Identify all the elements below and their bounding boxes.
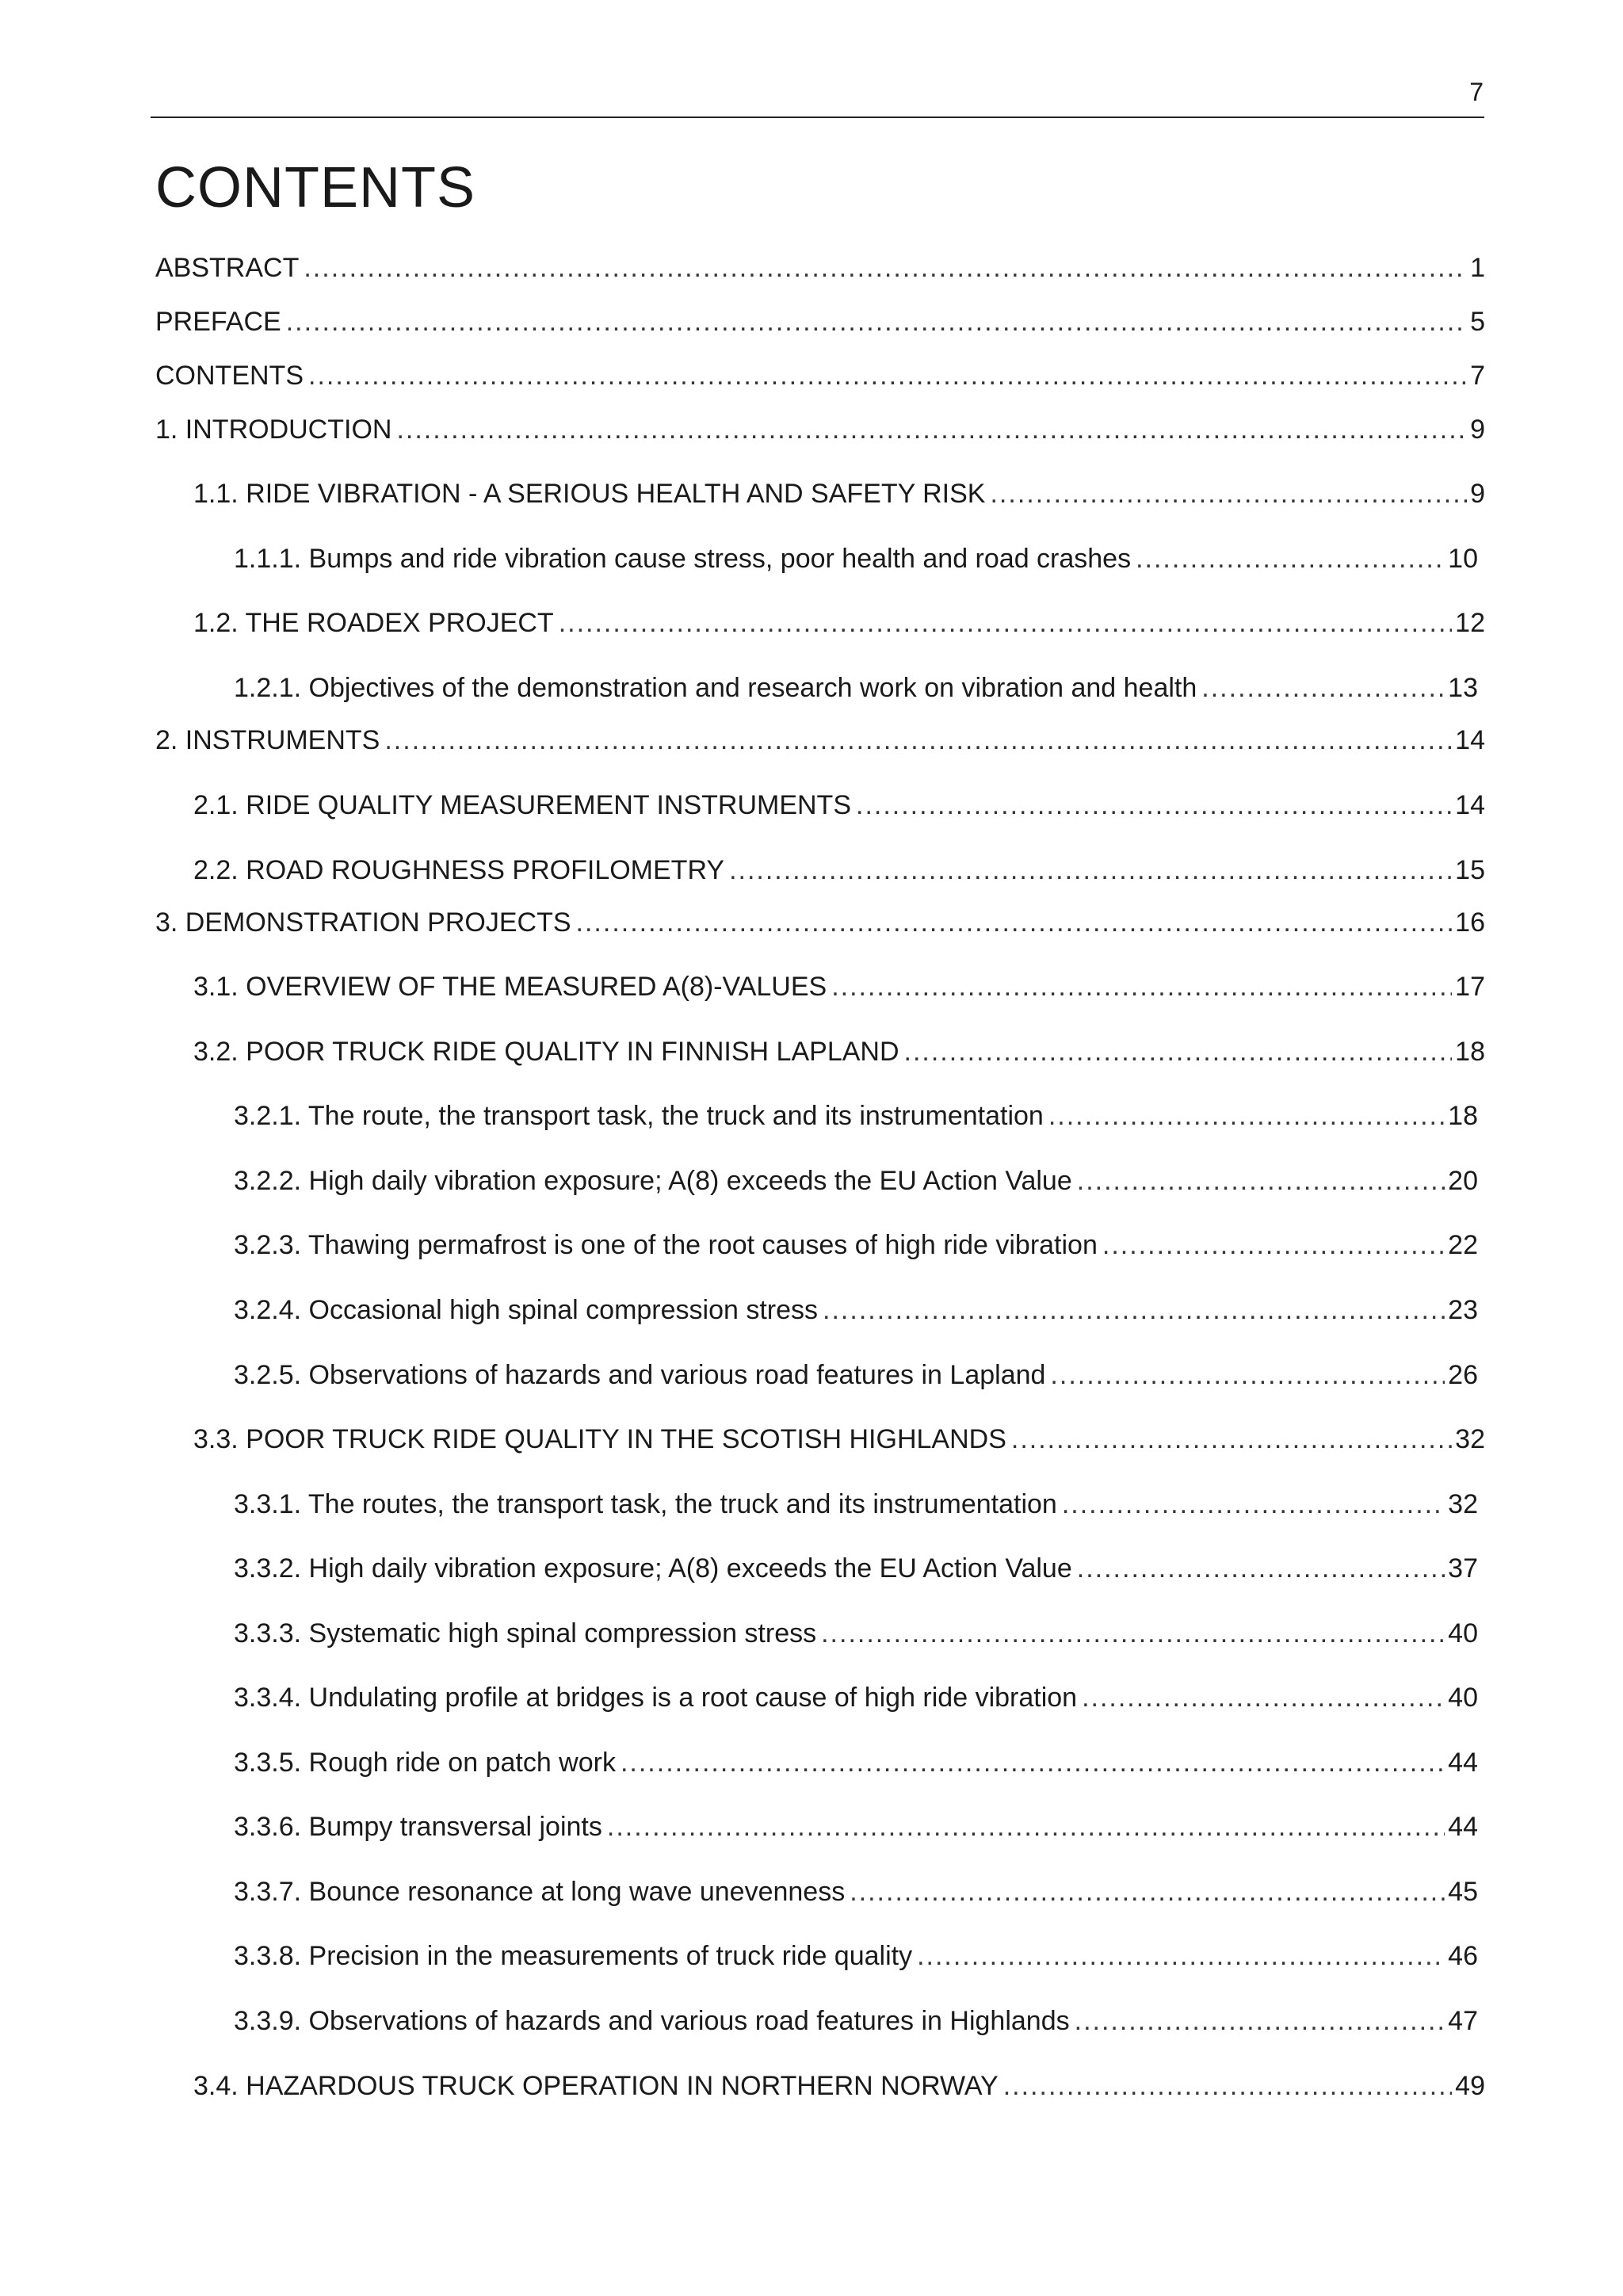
toc-entry[interactable] [234,2004,1478,2038]
toc-entry-label: 3.2.5. Observations of hazards and various road features in Lapland [234,1360,1046,1390]
toc-entry-label: 3.3.5. Rough ride on patch work [234,1748,616,1778]
toc-entry[interactable] [234,1487,1478,1522]
toc-leader-dots [1082,1680,1445,1715]
toc-entry-label: 3.3.3. Systematic high spinal compression stress [234,1618,817,1648]
toc-leader-dots [384,723,1452,758]
toc-leader-dots [1003,2069,1452,2103]
toc-entry-page: 16 [1455,907,1485,938]
toc-entry[interactable] [234,1809,1478,1844]
toc-entry-page: 37 [1448,1553,1478,1584]
toc-leader-dots [831,969,1452,1004]
toc-leader-dots [576,905,1453,940]
toc-entry-page: 14 [1455,725,1485,755]
toc-entry[interactable] [234,1745,1478,1780]
toc-entry[interactable] [193,1034,1485,1069]
toc-leader-dots [308,358,1467,393]
toc-entry-label: 3.3. POOR TRUCK RIDE QUALITY IN THE SCOTISH HIGHLANDS [193,1424,1006,1454]
toc-entry-label: 3.2.1. The route, the transport task, the truck and its instrumentation [234,1101,1044,1131]
toc-entry-label: 3. DEMONSTRATION PROJECTS [155,907,571,938]
toc-entry-page: 12 [1455,608,1485,638]
toc-entry-page: 14 [1455,790,1485,820]
toc-entry-page: 40 [1448,1683,1478,1713]
toc-entry-page: 9 [1470,479,1485,509]
toc-entry[interactable] [234,1163,1478,1198]
toc-entry[interactable] [193,969,1485,1004]
toc-entry-label: 3.3.9. Observations of hazards and various road features in Highlands [234,2006,1070,2036]
toc-entry-label: 1. INTRODUCTION [155,415,392,445]
toc-entry[interactable] [193,2069,1485,2103]
toc-leader-dots [904,1034,1453,1069]
toc-entry-page: 40 [1448,1618,1478,1648]
toc-leader-dots [1011,1422,1452,1457]
toc-entry[interactable] [155,905,1485,940]
toc-entry-label: 2.2. ROAD ROUGHNESS PROFILOMETRY [193,855,725,885]
toc-entry-page: 32 [1455,1424,1485,1454]
toc-entry-label: 1.2. THE ROADEX PROJECT [193,608,554,638]
toc-entry[interactable] [155,723,1485,758]
toc-entry[interactable] [155,304,1485,339]
toc-entry-label: 3.3.1. The routes, the transport task, the truck and its instrumentation [234,1489,1057,1519]
toc-entry[interactable] [234,1939,1478,1973]
toc-entry[interactable] [234,541,1478,576]
toc-entry-label: 3.4. HAZARDOUS TRUCK OPERATION IN NORTHERN NORWAY [193,2071,999,2101]
toc-entry[interactable] [193,1422,1485,1457]
toc-entry-label: 3.2.2. High daily vibration exposure; A(8) exceeds the EU Action Value [234,1166,1072,1196]
toc-entry-label: 3.3.7. Bounce resonance at long wave unevenness [234,1877,846,1907]
toc-entry-page: 20 [1448,1166,1478,1196]
toc-entry-label: ABSTRACT [155,253,300,283]
page-title: CONTENTS [155,156,475,220]
toc-entry[interactable] [234,1228,1478,1263]
toc-leader-dots [607,1809,1445,1844]
toc-entry-label: 3.2. POOR TRUCK RIDE QUALITY IN FINNISH LAPLAND [193,1037,899,1067]
toc-leader-dots [1201,670,1445,705]
toc-entry-label: 3.2.4. Occasional high spinal compression stress [234,1295,819,1325]
toc-leader-dots [990,476,1467,511]
toc-entry[interactable] [193,606,1485,640]
toc-entry[interactable] [155,250,1485,285]
toc-entry-page: 18 [1448,1101,1478,1131]
toc-entry[interactable] [234,1680,1478,1715]
toc-entry-label: PREFACE [155,307,281,337]
toc-entry[interactable] [234,1616,1478,1651]
toc-entry[interactable] [234,670,1478,705]
toc-entry-label: 3.2.3. Thawing permafrost is one of the root causes of high ride vibration [234,1230,1098,1260]
toc-leader-dots [286,304,1467,339]
toc-entry-label: 1.1. RIDE VIBRATION - A SERIOUS HEALTH AND SAFETY RISK [193,479,986,509]
toc-leader-dots [1062,1487,1445,1522]
toc-entry[interactable] [193,853,1485,888]
toc-entry-page: 49 [1455,2071,1485,2101]
toc-entry-label: 3.3.2. High daily vibration exposure; A(8) exceeds the EU Action Value [234,1553,1072,1584]
toc-entry-page: 15 [1455,855,1485,885]
toc-entry-page: 32 [1448,1489,1478,1519]
toc-leader-dots [850,1874,1445,1909]
toc-entry-page: 23 [1448,1295,1478,1325]
toc-entry-label: 1.1.1. Bumps and ride vibration cause stress, poor health and road crashes [234,544,1132,574]
toc-entry[interactable] [193,788,1485,823]
toc-entry-page: 13 [1448,673,1478,703]
toc-entry-label: 2.1. RIDE QUALITY MEASUREMENT INSTRUMENTS [193,790,851,820]
toc-entry-label: 3.1. OVERVIEW OF THE MEASURED A(8)-VALUES [193,972,827,1002]
toc-entry[interactable] [234,1551,1478,1586]
toc-entry-page: 10 [1448,544,1478,574]
toc-leader-dots [729,853,1452,888]
toc-leader-dots [856,788,1452,823]
toc-leader-dots [1075,2004,1445,2038]
toc-entry-page: 22 [1448,1230,1478,1260]
toc-entry-label: 3.3.8. Precision in the measurements of truck ride quality [234,1941,913,1971]
toc-entry-page: 1 [1470,253,1485,283]
toc-entry-page: 44 [1448,1748,1478,1778]
toc-entry-page: 7 [1470,361,1485,391]
toc-entry-label: 1.2.1. Objectives of the demonstration and research work on vibration and health [234,673,1197,703]
toc-entry[interactable] [234,1098,1478,1133]
toc-entry-label: 2. INSTRUMENTS [155,725,380,755]
toc-entry-page: 46 [1448,1941,1478,1971]
toc-leader-dots [1050,1358,1445,1392]
toc-leader-dots [1077,1163,1445,1198]
toc-leader-dots [1048,1098,1445,1133]
toc-entry-page: 9 [1470,415,1485,445]
toc-entry-label: 3.3.4. Undulating profile at bridges is a root cause of high ride vibration [234,1683,1078,1713]
toc-entry[interactable] [155,412,1485,447]
toc-entry-label: 3.3.6. Bumpy transversal joints [234,1812,602,1842]
toc-entry-page: 17 [1455,972,1485,1002]
toc-entry-page: 45 [1448,1877,1478,1907]
toc-entry[interactable] [234,1358,1478,1392]
toc-entry-page: 5 [1470,307,1485,337]
toc-entry[interactable] [234,1293,1478,1328]
toc-leader-dots [621,1745,1445,1780]
toc-entry[interactable] [193,476,1485,511]
toc-leader-dots [559,606,1452,640]
toc-leader-dots [823,1293,1445,1328]
toc-leader-dots [1136,541,1445,576]
toc-entry-page: 18 [1455,1037,1485,1067]
toc-entry-page: 26 [1448,1360,1478,1390]
toc-leader-dots [1077,1551,1445,1586]
toc-entry-page: 44 [1448,1812,1478,1842]
toc-leader-dots [917,1939,1445,1973]
toc-entry[interactable] [155,358,1485,393]
toc-leader-dots [1102,1228,1445,1263]
toc-leader-dots [821,1616,1445,1651]
toc-leader-dots [304,250,1467,285]
toc-entry-page: 47 [1448,2006,1478,2036]
page-number: 7 [1469,78,1484,106]
toc-entry-label: CONTENTS [155,361,304,391]
toc-leader-dots [396,412,1467,447]
toc-entry[interactable] [234,1874,1478,1909]
